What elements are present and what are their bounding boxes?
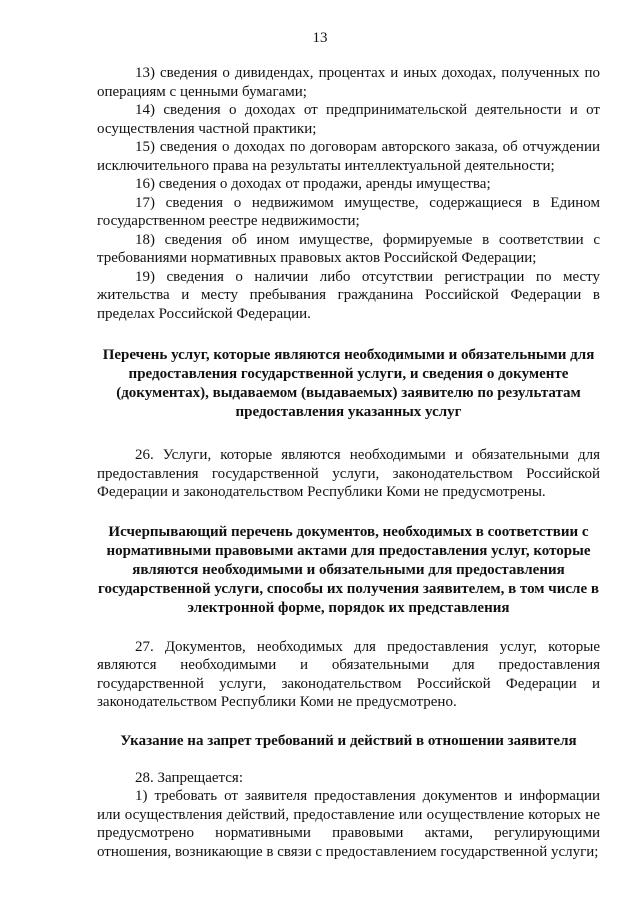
list-item-14: 14) сведения о доходах от предпринимательской деятельности и от осуществления частной практики;: [97, 102, 600, 137]
paragraph-26: 26. Услуги, которые являются необходимыми и обязательными для предоставления государственной услуги, законодательством Российской Федерации и законодательством Республики Коми не предусмотрены.: [97, 447, 600, 500]
list-item-15: 15) сведения о доходах по договорам авторского заказа, об отчуждении исключительного права на результаты интеллектуальной деятельности;: [97, 139, 600, 174]
page-content: [97, 64, 600, 861]
paragraph-28: 28. Запрещается:: [135, 769, 243, 786]
paragraph-28-item-1: 1) требовать от заявителя предоставления документов и информации или осуществления действий, предоставление или осуществление которых не предусмотрено нормативными правовыми актами, регулирующими отношения, возникающие в связи с предоставлением государственной услуги;: [97, 788, 600, 860]
list-item-18: 18) сведения об ином имуществе, формируемые в соответствии с требованиями нормативных правовых актов Российской Федерации;: [97, 231, 600, 266]
list-item-17: 17) сведения о недвижимом имуществе, содержащиеся в Едином государственном реестре недвижимости;: [97, 194, 600, 229]
list-item-19: 19) сведения о наличии либо отсутствии регистрации по месту жительства и месту пребывания гражданина Российской Федерации в пределах Российской Федерации.: [97, 268, 600, 322]
paragraph-27: 27. Документов, необходимых для предоставления услуг, которые являются необходимыми и обязательными для предоставления государственной услуги, законодательством Российской Федерации и законодательством Республики Коми не предусмотрено.: [97, 638, 600, 710]
section-heading-documents: Исчерпывающий перечень документов, необходимых в соответствии с нормативными правовыми актами для предоставления услуг, которые являются необходимыми и обязательными для предоставления государственной услуги, способы их получения заявителем, в том числе в электронной форме, порядок их представления: [98, 523, 599, 616]
list-item-13: 13) сведения о дивидендах, процентах и иных доходах, полученных по операциям с ценными бумагами;: [97, 65, 600, 100]
list-item-16: 16) сведения о доходах от продажи, аренды имущества;: [135, 176, 491, 192]
section-heading-prohibitions: Указание на запрет требований и действий в отношении заявителя: [120, 732, 577, 749]
section-heading-services: Перечень услуг, которые являются необходимыми и обязательными для предоставления государственной услуги, и сведения о документе (документах), выдаваемом (выдаваемых) заявителю по результатам предоставления указанных услуг: [102, 347, 595, 420]
page-number: 13: [312, 30, 328, 46]
